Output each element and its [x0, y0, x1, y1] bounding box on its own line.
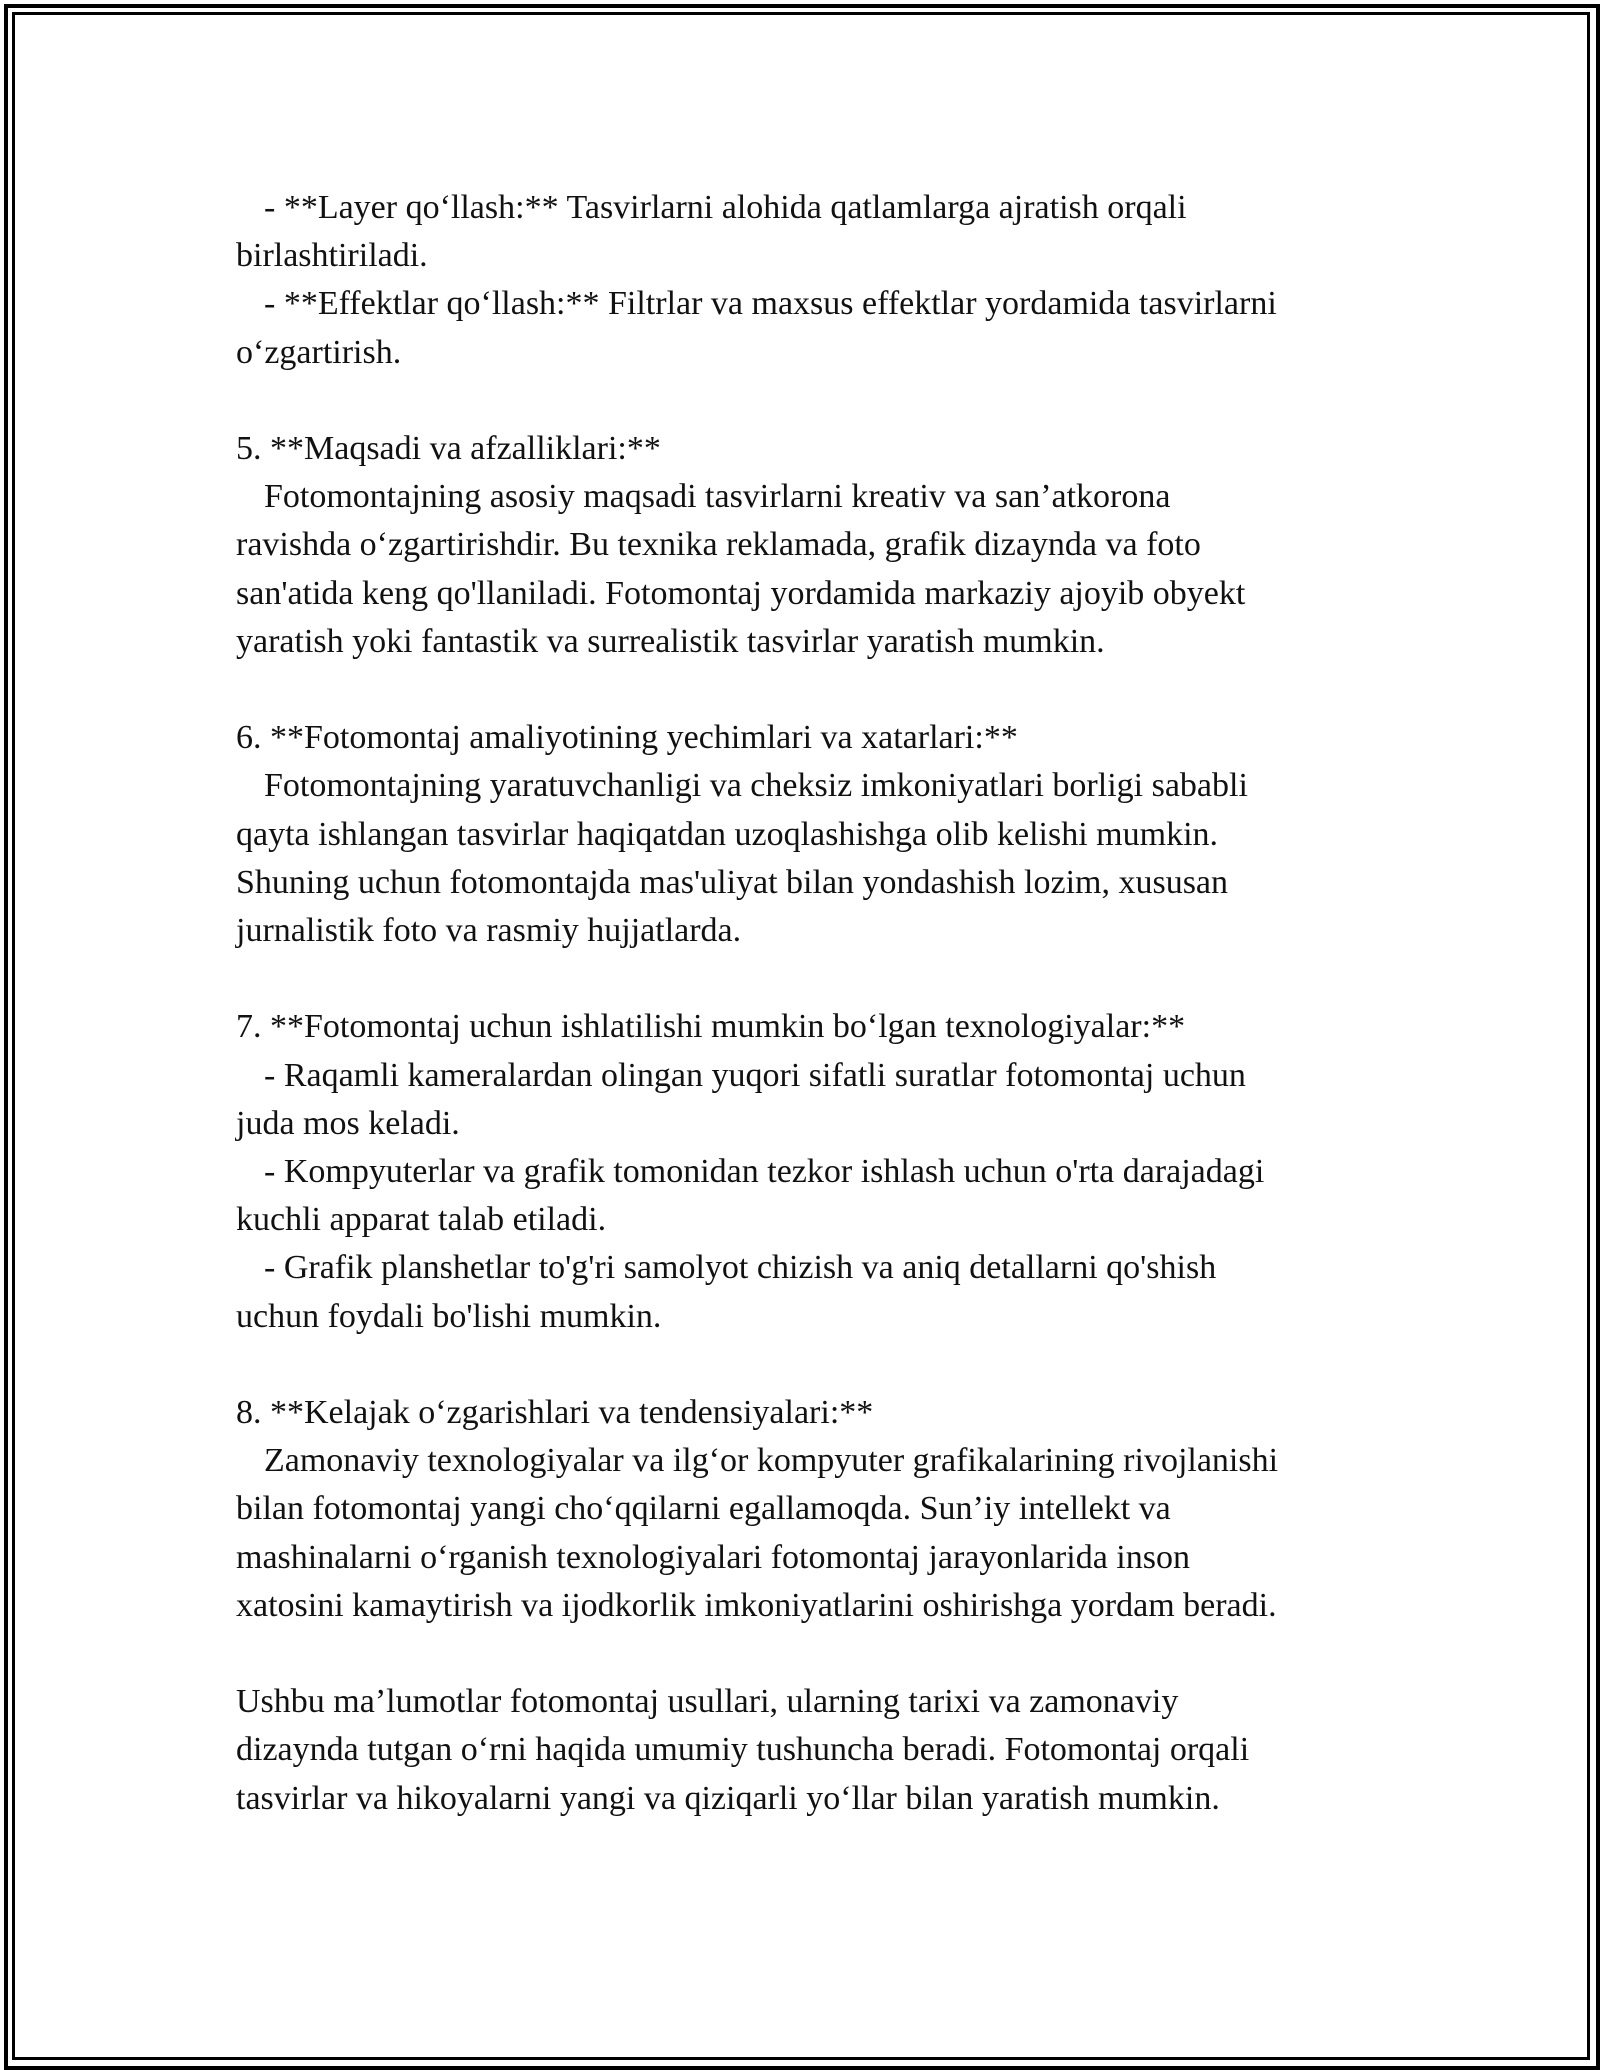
- text-line: Fotomontajning yaratuvchanligi va cheksiz imkoniyatlari borligi sababli: [264, 767, 1248, 805]
- section-heading: 6. **Fotomontaj amaliyotining yechimlari va xatarlari:**: [236, 719, 1018, 757]
- text-line: - Raqamli kameralardan olingan yuqori sifatli suratlar fotomontaj uchun: [264, 1056, 1246, 1094]
- list-item-effektlar: [236, 280, 1386, 376]
- text-line: Zamonaviy texnologiyalar va ilg‘or kompyuter grafikalarining rivojlanishi: [264, 1442, 1279, 1480]
- section-heading: 8. **Kelajak o‘zgarishlari va tendensiyalari:**: [236, 1394, 874, 1432]
- text-line: jurnalistik foto va rasmiy hujjatlarda.: [236, 912, 742, 950]
- section-5: [236, 425, 1386, 666]
- section-heading: 5. **Maqsadi va afzalliklari:**: [236, 430, 661, 467]
- section-6: [236, 714, 1386, 955]
- text-line: tasvirlar va hikoyalarni yangi va qiziqarli yo‘llar bilan yaratish mumkin.: [236, 1779, 1220, 1817]
- list-item-layer: [236, 184, 1386, 280]
- list-item: [236, 1148, 1386, 1244]
- text-line: ravishda o‘zgartirishdir. Bu texnika reklamada, grafik dizaynda va foto: [236, 526, 1201, 564]
- section-8: [236, 1389, 1386, 1630]
- text-line: bilan fotomontaj yangi cho‘qqilarni egallamoqda. Sun’iy intellekt va: [236, 1490, 1171, 1528]
- text-line: - **Layer qo‘llash:** Tasvirlarni alohida qatlamlarga ajratish orqali: [264, 189, 1187, 226]
- text-line: dizaynda tutgan o‘rni haqida umumiy tushuncha beradi. Fotomontaj orqali: [236, 1731, 1250, 1769]
- text-line: - **Effektlar qo‘llash:** Filtrlar va maxsus effektlar yordamida tasvirlarni: [264, 285, 1277, 323]
- section-7: [236, 1003, 1386, 1340]
- text-line: yaratish yoki fantastik va surrealistik tasvirlar yaratish mumkin.: [236, 622, 1105, 660]
- text-line: san'atida keng qo'llaniladi. Fotomontaj yordamida markaziy ajoyib obyekt: [236, 574, 1246, 612]
- text-line: kuchli apparat talab etiladi.: [236, 1201, 607, 1239]
- text-line: - Grafik planshetlar to'g'ri samolyot chizish va aniq detallarni qo'shish: [264, 1249, 1217, 1287]
- text-line: - Kompyuterlar va grafik tomonidan tezkor ishlash uchun o'rta darajadagi: [264, 1153, 1265, 1191]
- text-line: o‘zgartirish.: [236, 333, 402, 371]
- document-body: [236, 184, 1386, 1823]
- text-line: Shuning uchun fotomontajda mas'uliyat bilan yondashish lozim, xususan: [236, 863, 1229, 901]
- text-line: Fotomontajning asosiy maqsadi tasvirlarni kreativ va san’atkorona: [264, 478, 1171, 516]
- section-heading: 7. **Fotomontaj uchun ishlatilishi mumkin bo‘lgan texnologiyalar:**: [236, 1008, 1186, 1046]
- list-item: [236, 1244, 1386, 1340]
- text-line: Ushbu ma’lumotlar fotomontaj usullari, ularning tarixi va zamonaviy: [236, 1683, 1179, 1721]
- text-line: birlashtiriladi.: [236, 237, 428, 275]
- text-line: mashinalarni o‘rganish texnologiyalari fotomontaj jarayonlarida inson: [236, 1538, 1190, 1576]
- text-line: juda mos keladi.: [236, 1104, 460, 1142]
- text-line: xatosini kamaytirish va ijodkorlik imkoniyatlarini oshirishga yordam beradi.: [236, 1586, 1277, 1624]
- conclusion-paragraph: [236, 1678, 1386, 1823]
- text-line: uchun foydali bo'lishi mumkin.: [236, 1297, 662, 1335]
- list-item: [236, 1052, 1386, 1148]
- text-line: qayta ishlangan tasvirlar haqiqatdan uzoqlashishga olib kelishi mumkin.: [236, 815, 1219, 853]
